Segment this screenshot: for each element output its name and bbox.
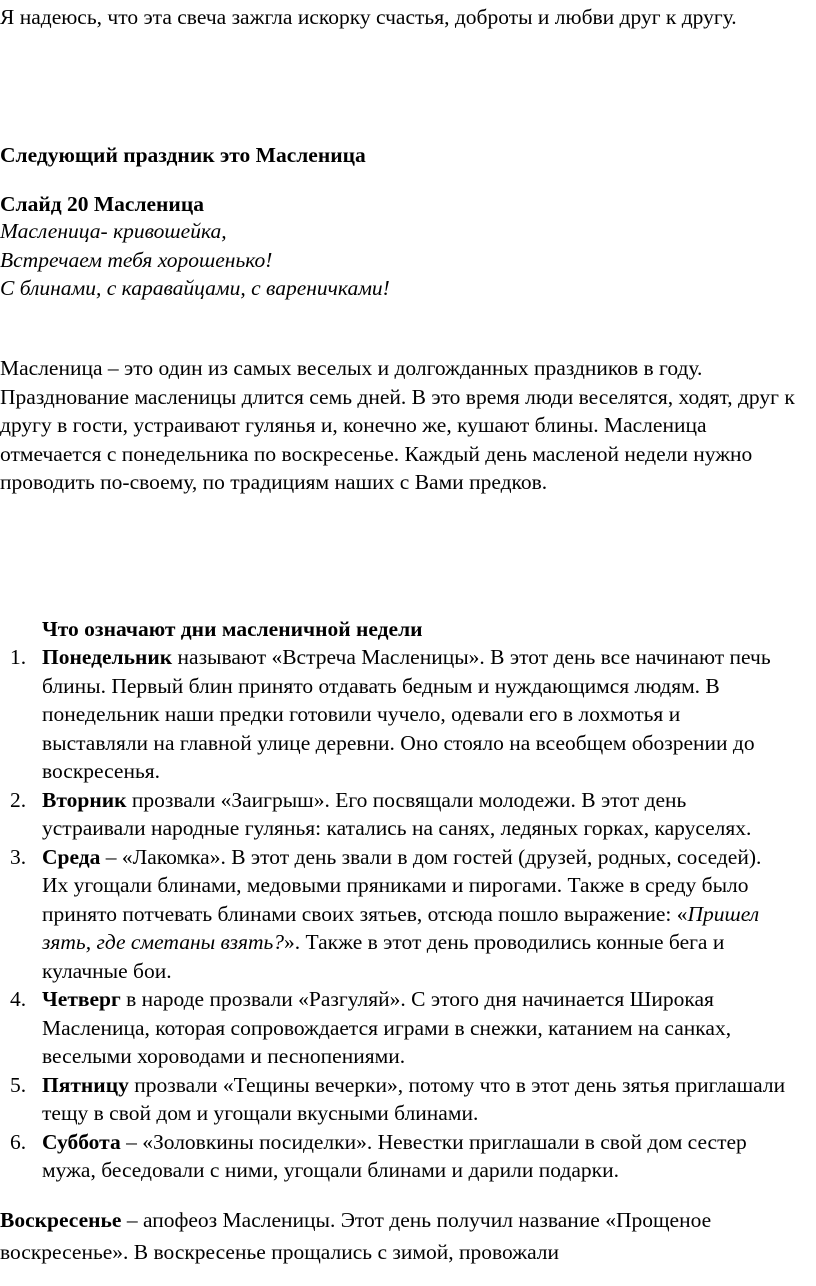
day-name: Воскресенье <box>0 1208 122 1232</box>
list-item <box>0 1071 790 1128</box>
day-text: – апофеоз Масленицы. Этот день получил название «Прощеное воскресенье». В воскресенье прощались с зимой, провожали <box>0 1208 712 1264</box>
list-number: 6. <box>10 1129 27 1154</box>
poem-line: С блинами, с каравайцами, с вареничками! <box>0 276 390 300</box>
list-number: 3. <box>10 844 27 869</box>
days-list <box>0 643 790 1185</box>
poem <box>0 217 812 303</box>
day-name: Вторник <box>42 787 127 812</box>
list-item <box>0 1128 790 1185</box>
next-holiday-heading: Следующий праздник это Масленица <box>0 143 366 167</box>
list-item <box>0 786 790 843</box>
day-text: прозвали «Заигрыш». Его посвящали молодежи. В этот день устраивали народные гулянья: катались на санях, ледяных горках, каруселях. <box>42 787 752 840</box>
slide-title: Слайд 20 Масленица <box>0 192 204 216</box>
day-text: в народе прозвали «Разгуляй». С этого дня начинается Широкая Масленица, которая сопровождается играми в снежки, катанием на санках, веселыми хороводами и песнопениями. <box>42 987 732 1068</box>
description-paragraph: Масленица – это один из самых веселых и долгожданных праздников в году. Празднование масленицы длится семь дней. В это время люди веселятся, ходят, друг к другу в гости, устраивают гулянья и, конечно же, кушают блины. Масленица отмечается с понедельника по воскресенье. Каждый день масленой недели нужно проводить по-своему, по традициям наших с Вами предков. <box>0 356 795 494</box>
day-name: Понедельник <box>42 645 173 669</box>
list-number: 4. <box>10 987 27 1011</box>
days-heading: Что означают дни масленичной недели <box>42 617 423 641</box>
list-item <box>0 843 790 986</box>
day-text: прозвали «Тещины вечерки», потому что в этот день зятья приглашали тещу в свой дом и угощали вкусными блинами. <box>42 1072 786 1125</box>
day-text: называют «Встреча Масленицы». В этот день все начинают печь блины. Первый блин принято отдавать бедным и нуждающимся людям. В понедельник наши предки готовили чучело, одевали его в лохмотья и выставляли на главной улице деревни. Оно стояло на всеобщем обозрении до воскресенья. <box>42 645 771 783</box>
list-number: 1. <box>10 645 27 669</box>
day-text-after-quote: ». Также в этот день проводились конные бега и кулачные бои. <box>42 930 725 983</box>
day-name: Пятницу <box>42 1072 129 1097</box>
list-item <box>0 643 790 786</box>
list-item <box>0 985 790 1071</box>
day-text: – «Золовкины посиделки». Невестки приглашали в свой дом сестер мужа, беседовали с ними, угощали блинами и дарили подарки. <box>42 1129 747 1182</box>
day-name: Среда <box>42 844 101 869</box>
list-number: 5. <box>10 1072 27 1097</box>
intro-paragraph: Я надеюсь, что эта свеча зажгла искорку счастья, доброты и любви друг к другу. <box>0 5 737 29</box>
sunday-paragraph <box>0 1204 812 1268</box>
poem-line: Встречаем тебя хорошенько! <box>0 247 273 272</box>
quote-text: Пришел зять, где сметаны взять? <box>42 901 760 954</box>
day-text: – «Лакомка». В этот день звали в дом гостей (друзей, родных, соседей). Их угощали блинами, медовыми пряниками и пирогами. Также в среду было принято потчевать блинами своих зятьев, отсюда пошло выражение: « <box>42 844 762 926</box>
day-name: Четверг <box>42 987 121 1011</box>
day-name: Суббота <box>42 1129 121 1154</box>
poem-line: Масленица- кривошейка, <box>0 219 227 243</box>
list-number: 2. <box>10 787 27 812</box>
